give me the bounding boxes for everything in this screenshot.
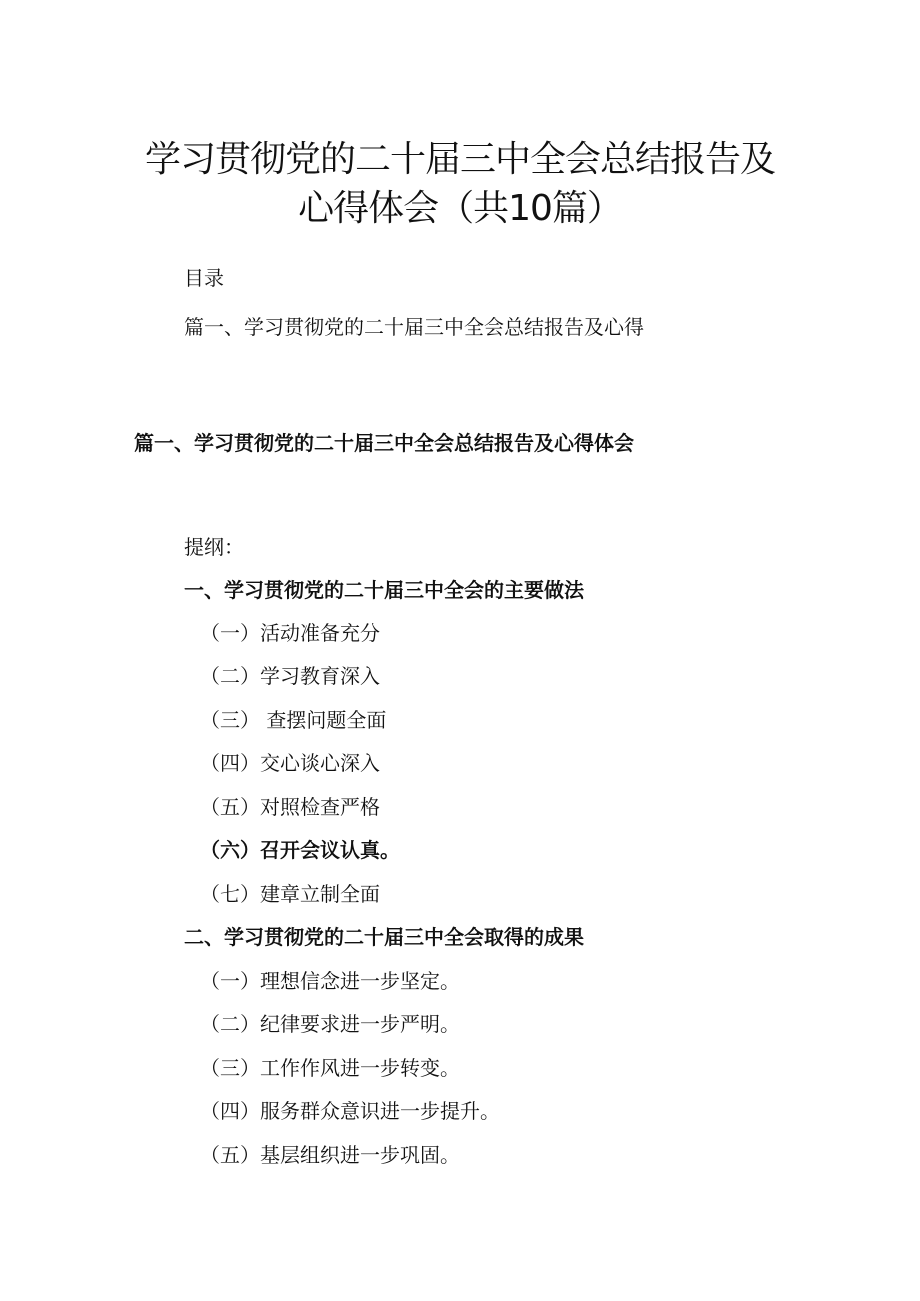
section-heading: 篇一、学习贯彻党的二十届三中全会总结报告及心得体会	[134, 431, 634, 455]
part1-item-7: （七）建章立制全面	[200, 882, 380, 906]
part2-item-4: （四）服务群众意识进一步提升。	[200, 1099, 500, 1123]
toc-item-1[interactable]: 篇一、学习贯彻党的二十届三中全会总结报告及心得	[184, 315, 644, 339]
part1-item-3: （三） 查摆问题全面	[200, 708, 387, 732]
part1-item-4: （四）交心谈心深入	[200, 751, 380, 775]
part1-item-6: （六）召开会议认真。	[200, 838, 400, 862]
part2-heading: 二、学习贯彻党的二十届三中全会取得的成果	[184, 925, 584, 949]
part2-item-3: （三）工作作风进一步转变。	[200, 1056, 460, 1080]
part2-item-5: （五）基层组织进一步巩固。	[200, 1143, 460, 1167]
part1-item-2: （二）学习教育深入	[200, 664, 380, 688]
document-title-line-2: 心得体会（共10篇）	[298, 188, 622, 229]
part2-item-1: （一）理想信念进一步坚定。	[200, 969, 460, 993]
part1-heading: 一、学习贯彻党的二十届三中全会的主要做法	[184, 578, 584, 602]
part1-item-1: （一）活动准备充分	[200, 621, 380, 645]
part1-item-5: （五）对照检查严格	[200, 795, 380, 819]
document-title-line-1: 学习贯彻党的二十届三中全会总结报告及	[144, 139, 775, 180]
toc-heading: 目录	[184, 266, 224, 290]
outline-label: 提纲：	[184, 535, 244, 559]
part2-item-2: （二）纪律要求进一步严明。	[200, 1012, 460, 1036]
